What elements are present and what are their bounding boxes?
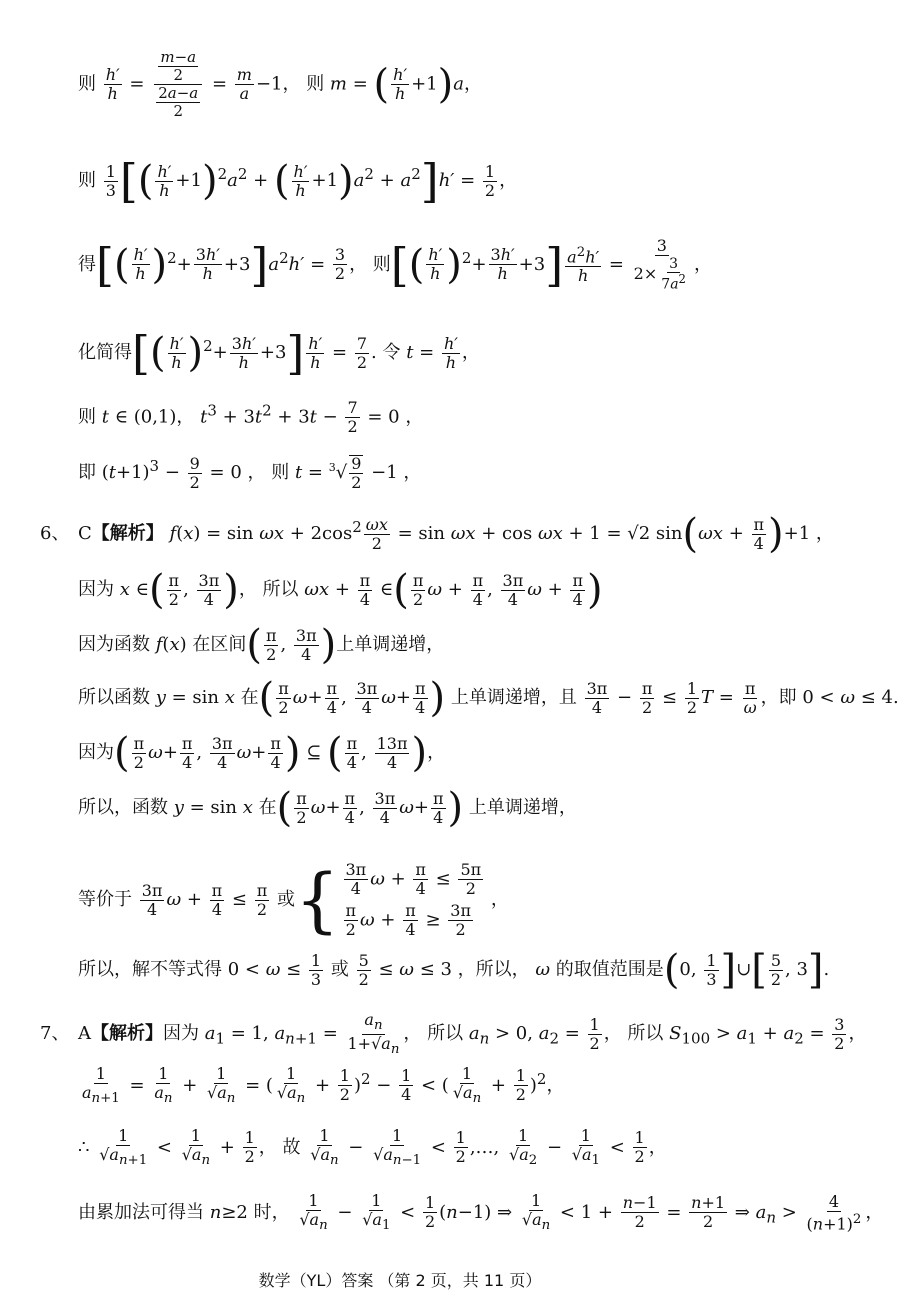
solution-line-4: 化简得[( $\frac{h'}{h}$ )$^2$+ $\frac{3h'}{h}$ +3] $\frac{h'}{h}$ = $\frac{7}{2}$ . 令 t = $\frac{h'}{h}$ ， — [78, 326, 480, 380]
solution-line-2: 则 $\frac{1}{3}$ [( $\frac{h'}{h}$ $+1)^2a^2$ + ( $\frac{h'}{h}$ $+1)a^2 + a^2]h'$ = $\frac{1}{2}$ ， — [78, 154, 518, 208]
q6-line-1: 因为 x ∈( $\frac{\pi}{2}$ , $\frac{3\pi}{4}$ )， 所以 ωx + $\frac{\pi}{4}$ ∈( $\frac{\pi}{2}$ ω + $\frac{\pi}{4}$ , $\frac{3\pi}{4}$ ω + $\frac{\pi}{4}$ ) — [78, 567, 603, 613]
q6-system-2: $\frac{\pi}{2}$ ω + $\frac{\pi}{4}$ ≥ $\frac{3\pi}{2}$ — [345, 901, 471, 939]
q6-line-5: 所以，函数 y = sin x 在( $\frac{\pi}{2}$ ω+ $\frac{\pi}{4}$ , $\frac{3\pi}{4}$ ω+ $\frac{\pi}{4}$ ) 上单调递增， — [78, 785, 577, 831]
q6-line-6: 等价于 $\frac{3\pi}{4}$ ω + $\frac{\pi}{4}$ ≤ $\frac{\pi}{2}$ 或{ $\frac{3\pi}{4}$ ω + $\frac{\pi}{4}$ ≤ $\frac{5\pi}{2}$ $\frac{\pi}{2}$ ω + $\frac{\pi}{4}$ ≥ $\frac{3\pi}{2}$ ， — [78, 859, 509, 941]
q7-line-1: $\frac{1}{a_{n+1}}$ = $\frac{1}{a_n}$ + $\frac{1}{√a_n}$ = ( $\frac{1}{√a_n}$ + $\frac{1}{2}$ )$^2$ − $\frac{1}{4}$ < ( $\frac{1}{√a_n}$ + $\frac{1}{2}$ )$^2$， — [82, 1064, 565, 1107]
q7-line-3: 由累加法可得当 n≥2 时， $\frac{1}{√a_n}$ − $\frac{1}{√a_1}$ < $\frac{1}{2}$ (n−1) ⇒ $\frac{1}{√a_n}$ < 1 + $\frac{n-1}{2}$ = $\frac{n+1}{2}$ ⇒ $a_n$ > $\frac{4}{(n+1)^2}$ ， — [78, 1191, 884, 1234]
q7-line-2: ∴ $\frac{1}{√a_{n+1}}$ < $\frac{1}{√a_n}$ + $\frac{1}{2}$ ， 故 $\frac{1}{√a_n}$ − $\frac{1}{√a_{n-1}}$ < $\frac{1}{2}$ ,…, $\frac{1}{√a_2}$ − $\frac{1}{√a_1}$ < $\frac{1}{2}$ ， — [78, 1126, 667, 1169]
question-6-header: 6、 C【解析】 $f(x) = \sin \omega x + 2\cos^2$ $\frac{\omega x}{2}$ = sin ωx + cos ωx + 1 = √2 sin(ωx + $\frac{\pi}{4}$ )+1 ， — [40, 511, 834, 557]
solution-line-5: 则 t ∈ (0,1)， $t^3 + 3t^2 + 3t$ − $\frac{7}{2}$ = 0 ， — [78, 398, 424, 436]
q6-line-4: 因为( $\frac{\pi}{2}$ ω+ $\frac{\pi}{4}$ , $\frac{3\pi}{4}$ ω+ $\frac{\pi}{4}$ ) ⊆ ( $\frac{\pi}{4}$ , $\frac{13\pi}{4}$ )， — [78, 730, 446, 776]
page-footer: 数学（YL）答案 （第 2 页，共 11 页） — [258, 1271, 542, 1290]
q6-system-1: $\frac{3\pi}{4}$ ω + $\frac{\pi}{4}$ ≤ $\frac{5\pi}{2}$ — [345, 860, 482, 898]
q6-line-2: 因为函数 f(x) 在区间( $\frac{\pi}{2}$ , $\frac{3\pi}{4}$ )上单调递增， — [78, 622, 445, 668]
solution-line-1: 则 $\frac{h'}{h}$ = $\frac{\frac{m-a}{2}}{\frac{2a-a}{2}}$ = $\frac{m}{a}$ −1， 则 m = ( $\frac{h'}{h}$ +1)a， — [78, 48, 482, 120]
q6-line-3: 所以函数 y = sin x 在( $\frac{\pi}{2}$ ω+ $\frac{\pi}{4}$ , $\frac{3\pi}{4}$ ω+ $\frac{\pi}{4}$ ) 上单调递增，且 $\frac{3\pi}{4}$ − $\frac{\pi}{2}$ ≤ $\frac{1}{2}$ T = $\frac{\pi}{\omega}$ ，即 0 < ω ≤ 4. — [78, 675, 899, 721]
solution-line-6: 即 $(t+1)^3$ − $\frac{9}{2}$ = 0 ， 则 t = $^3$√ $\frac{9}{2}$ −1 ， — [78, 453, 422, 492]
solution-line-3: 得[( $\frac{h'}{h}$ )$^2$+ $\frac{3h'}{h}$ $+3]a^2h'$ = $\frac{3}{2}$ ， 则[( $\frac{h'}{h}$ )$^2$+ $\frac{3h'}{h}$ +3] $\frac{a^2h'}{h}$ = 3 2× $\frac{3}{7a^2}$ ， — [78, 236, 712, 293]
q6-line-7: 所以，解不等式得 0 < ω ≤ $\frac{1}{3}$ 或 $\frac{5}{2}$ ≤ ω ≤ 3 ，所以， ω 的取值范围是(0, $\frac{1}{3}$ ]∪[ $\frac{5}{2}$ , 3]. — [78, 947, 830, 993]
question-7-header: 7、 A【解析】因为 $a_1 = 1$, $a_{n+1}$ = $\frac{a_n}{1+√a_n}$ ， 所以 $a_n > 0$, $a_2$ = $\frac{1}{2}$ ， 所以 $S_{100} > a_1 + a_2$ = $\frac{3}{2}$ ， — [40, 1010, 867, 1057]
